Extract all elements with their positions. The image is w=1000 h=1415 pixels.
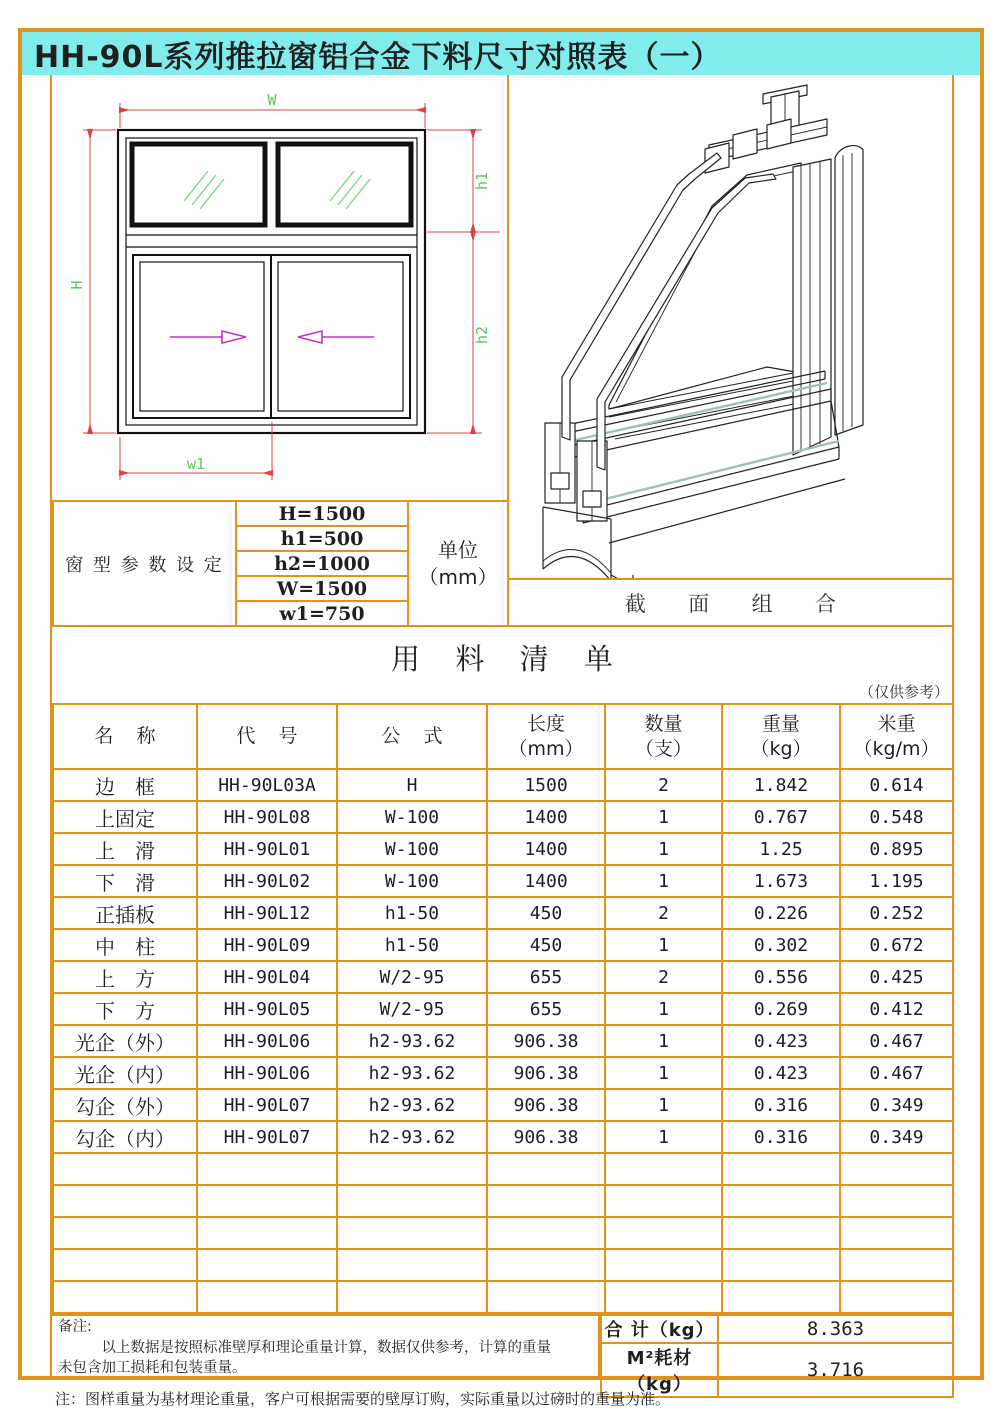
table-row [53, 1281, 953, 1313]
title-bar [22, 32, 980, 75]
dim-label-w: W [267, 91, 277, 109]
footnote: 注：图样重量为基材理论重量，客户可根据需要的壁厚订购，实际重量以过磅时的重量为准。 [55, 1390, 671, 1408]
table-row: 勾企（外） HH-90L07 h2-93.62 906.38 1 0.316 0.349 [53, 1089, 953, 1121]
material-list-title-band [52, 625, 952, 703]
param-h2: h2=1000 [236, 551, 408, 576]
frame-jamb [793, 146, 863, 455]
remarks-label: 备注: [58, 1319, 92, 1335]
fixed-pane-left [132, 144, 265, 225]
glass-pane [609, 163, 801, 409]
table-row: 勾企（内） HH-90L07 h2-93.62 906.38 1 0.316 0.349 [53, 1121, 953, 1153]
col-header-name: 名 称 [53, 704, 197, 769]
reference-only-note: （仅供参考） [858, 683, 949, 701]
page-title: HH-90L系列推拉窗铝合金下料尺寸对照表（一） [34, 39, 722, 75]
per-sqm-label: M²耗材（kg） [601, 1343, 718, 1397]
col-header-length: 长度 （mm） [487, 704, 605, 769]
profile-section-drawing [509, 75, 952, 578]
table-row: 下 滑 HH-90L02 W-100 1400 1 1.673 1.195 [53, 865, 953, 897]
col-header-qty: 数量 （支） [605, 704, 722, 769]
dim-label-h2: h2 [473, 325, 491, 345]
summary-block [52, 1314, 952, 1395]
material-rows [53, 769, 953, 1313]
table-row: 正插板 HH-90L12 h1-50 450 2 0.226 0.252 [53, 897, 953, 929]
dim-label-w1: w1 [186, 455, 206, 473]
table-row: 上 滑 HH-90L01 W-100 1400 1 1.25 0.895 [53, 833, 953, 865]
param-h1: h1=500 [236, 526, 408, 551]
table-row: 下 方 HH-90L05 W/2-95 655 1 0.269 0.412 [53, 993, 953, 1025]
remarks-line1: 以上数据是按照标准壁厚和理论重量计算，数据仅供参考，计算的重量 [58, 1339, 551, 1356]
frame-head [705, 85, 827, 173]
params-unit: 单位 （mm） [408, 501, 508, 626]
window-elevation-diagram [52, 75, 507, 500]
param-h: H=1500 [236, 501, 408, 526]
window-diagram-panel [52, 75, 509, 625]
table-row: 中 柱 HH-90L09 h1-50 450 1 0.302 0.672 [53, 929, 953, 961]
dim-label-h: H [68, 280, 86, 290]
table-row: 上固定 HH-90L08 W-100 1400 1 0.767 0.548 [53, 801, 953, 833]
total-row [601, 1315, 953, 1343]
col-header-formula: 公 式 [337, 704, 487, 769]
table-row: 光企（外） HH-90L06 h2-93.62 906.38 1 0.423 0.467 [53, 1025, 953, 1057]
content-frame [50, 75, 954, 1395]
window-frame [118, 130, 425, 433]
per-sqm-value: 3.716 [718, 1343, 953, 1397]
remarks-box [52, 1314, 600, 1378]
table-row [53, 1185, 953, 1217]
table-row [53, 1153, 953, 1185]
table-row: 上 方 HH-90L04 W/2-95 655 2 0.556 0.425 [53, 961, 953, 993]
total-value: 8.363 [718, 1315, 953, 1343]
total-label: 合 计（kg） [601, 1315, 718, 1343]
col-header-code: 代 号 [197, 704, 337, 769]
table-header-row [53, 704, 953, 769]
window-params-table [52, 500, 509, 627]
material-list-table [52, 703, 954, 1314]
param-w1: w1=750 [236, 601, 408, 626]
track-profiles [543, 423, 633, 578]
table-row [53, 1217, 953, 1249]
section-view-label: 截 面 组 合 [509, 578, 952, 625]
fixed-pane-right [278, 144, 411, 225]
param-w: W=1500 [236, 576, 408, 601]
totals-table [600, 1314, 954, 1398]
params-label: 窗 型 参 数 设 定 [53, 501, 236, 626]
col-header-weight: 重量 （kg） [722, 704, 840, 769]
table-row: 光企（内） HH-90L06 h2-93.62 906.38 1 0.423 0.467 [53, 1057, 953, 1089]
col-header-meter-weight: 米重 （kg/m） [840, 704, 953, 769]
table-row: 边 框 HH-90L03A H 1500 2 1.842 0.614 [53, 769, 953, 801]
table-row [53, 1249, 953, 1281]
material-list-title: 用 料 清 单 [391, 642, 627, 676]
section-view-panel [509, 75, 952, 625]
dim-label-h1: h1 [473, 171, 491, 191]
remarks-line2: 未包含加工损耗和包装重量。 [58, 1360, 247, 1377]
